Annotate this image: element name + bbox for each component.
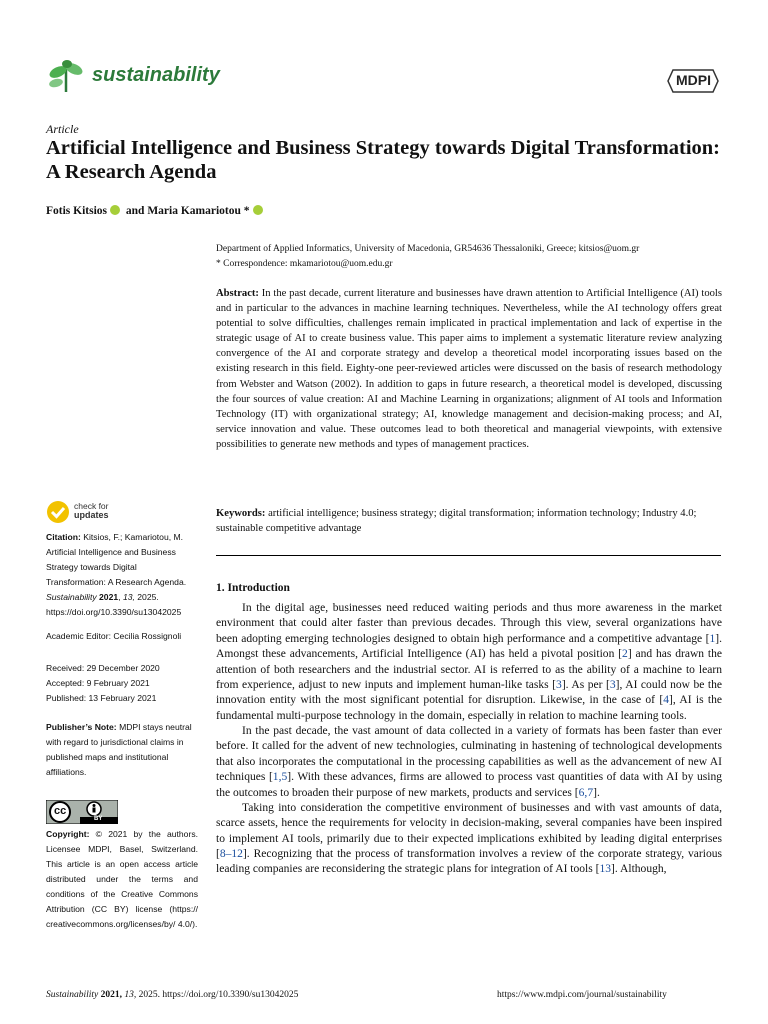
dates-block xyxy=(46,661,198,706)
abstract-text: In the past decade, current literature and businesses have drawn attention to Artificial Intelligence (AI) tools and in particular to the advances in machine learning techniques. Nevertheless, while the AI technology offers great potential to solve difficulties, challenges remain implicated in practical implementation and lack of expertise in the strategic usage of AI to create business value. This paper aims to implement a systematic literature review analyzing convergence of the AI and corporate strategy and develop a theoretical model incorporating issues based on the existing research in this field. Eighty-one peer-reviewed articles were discussed on the basis of research methodology from Webster and Watson (2002). In addition to gaps in future research, a theoretical model is developed, discussing the four sources of value creation: AI and Machine Learning in organizations; alignment of AI tools and Information Technology (IT) with organizational strategy; AI, knowledge management and decision-making process; and AI, service innovation and value. These outcomes lead to both theoretical and managerial viewpoints, with extensive possibilities to generate new methods and types of management practices. xyxy=(216,288,722,450)
affiliation: Department of Applied Informatics, University of Macedonia, GR54636 Thessaloniki, Greece; kitsios@uom.gr xyxy=(216,244,640,254)
keywords-text: artificial intelligence; business strategy; digital transformation; information technology; Industry 4.0; sustainable competitive advantage xyxy=(216,508,697,535)
citation-link[interactable]: 2 xyxy=(622,648,628,661)
leaf-icon xyxy=(46,58,86,94)
mdpi-text: MDPI xyxy=(676,72,711,88)
author-name[interactable]: Fotis Kitsios xyxy=(46,205,108,217)
citation-link[interactable]: 8–12 xyxy=(219,848,243,860)
citation-link[interactable]: 3 xyxy=(609,678,616,691)
updates-label: updates xyxy=(74,510,109,520)
citation-link[interactable]: 1,5 xyxy=(272,771,288,784)
footer-doi[interactable]: 2025. https://doi.org/10.3390/su13042025 xyxy=(138,990,299,1000)
publisher-note-label: Publisher’s Note: xyxy=(46,722,117,732)
author-connector: and xyxy=(125,205,145,217)
citation-link[interactable]: 3 xyxy=(556,678,562,691)
accepted-date: Accepted: 9 February 2021 xyxy=(46,678,150,688)
orcid-icon[interactable] xyxy=(253,205,263,215)
copyright-text: © 2021 by the authors. Licensee MDPI, Basel, Switzerland. This article is an open access article distributed under the terms and conditions of the Creative Commons Attribution (CC BY) license (https:// creativecommons.org/licenses/by/ 4.0/). xyxy=(46,829,199,929)
citation-text: Kitsios, F.; Kamariotou, M. Artificial Intelligence and Business Strategy towards Digital Transformation: A Research Agenda. xyxy=(46,532,187,587)
citation-link[interactable]: 4 xyxy=(663,694,669,707)
published-date: Published: 13 February 2021 xyxy=(46,693,157,703)
citation-year: 2021 xyxy=(99,592,119,602)
citation-link[interactable]: 6,7 xyxy=(578,786,594,799)
divider xyxy=(216,555,721,556)
author-list xyxy=(46,205,266,217)
affiliation-block xyxy=(216,242,639,272)
citation-journal: Sustainability xyxy=(46,592,97,602)
publisher-note-text: MDPI stays neutral with regard to jurisdictional claims in published maps and institutional affiliations. xyxy=(46,722,192,777)
footer-journal: Sustainability xyxy=(46,990,99,1000)
received-date: Received: 29 December 2020 xyxy=(46,663,160,673)
citation-link[interactable]: 13 xyxy=(599,863,612,876)
keywords-label: Keywords: xyxy=(216,508,266,519)
citation-block: Citation: Kitsios, F.; Kamariotou, M. Artificial Intelligence and Business Strategy towards Digital Transformation: A Research Agenda. Sustainability 2021, 13, 2025. https://doi.org/10.3390/su13042025 xyxy=(46,532,187,617)
footer-volume: 13, xyxy=(124,990,137,1000)
academic-editor: Academic Editor: Cecilia Rossignoli xyxy=(46,631,182,641)
citation-link[interactable]: 1 xyxy=(709,632,716,645)
mdpi-logo[interactable] xyxy=(667,68,719,94)
journal-name[interactable]: sustainability xyxy=(92,64,220,86)
publisher-note xyxy=(46,720,198,780)
copyright-block xyxy=(46,827,198,932)
paragraph: In the digital age, businesses need reduced waiting periods and thus more awareness in the market environment that could alter faster than previous decades. Through this view, several organizations have been adopting emerging technologies designed to obtain high performance and a competitive advantage [1]. Amongst these advancements, Artificial Intelligence (AI) has held a pivotal position [2] and has drawn the attention of both researchers and the industrial sector. AI is referred to as the ability of a machine to learn from experience, adjust to new inputs and implement human-like tasks [3]. As per [3], AI could now be the innovation entity with the most significant potential for disruption. Likewise, in the case of [4], AI is the fundamental multi-purpose technology in the domain, especially in relation to machine learning tools. xyxy=(216,602,723,722)
author-name[interactable]: Maria Kamariotou * xyxy=(147,205,250,217)
footer-journal-url[interactable]: https://www.mdpi.com/journal/sustainability xyxy=(497,990,667,1000)
cc-by-label: BY xyxy=(94,815,103,822)
citation-page: 2025. xyxy=(137,592,159,602)
correspondence: * Correspondence: mkamariotou@uom.edu.gr xyxy=(216,259,393,269)
check-label: check for xyxy=(74,501,109,511)
article-type: Article xyxy=(46,122,79,136)
paragraph: Taking into consideration the competitive environment of businesses and with vast amounts of data, scarce assets, hence the requirements for velocity in decision-making, several companies have been inspired to implement AI tools, primarily due to their expected implications exhibited by leading digital enterprises [8–12]. Recognizing that the process of transformation involves a review of the corporate strategy, various leading companies are reconsidering the strategic plans for integration of AI tools [13]. Although, xyxy=(216,801,722,876)
citation-volume: 13, xyxy=(122,592,135,602)
footer-year: 2021, xyxy=(100,990,122,1000)
paragraph: In the past decade, the vast amount of data collected in a variety of formats has been faster than ever before. It called for the advent of new technologies, culminating in hastening of technological developments that also incorporates the computational in the processing capabilities as well as the advancement of new AI techniques [1,5]. With these advances, firms are allowed to process vast quantities of data with AI by using the outcomes to broaden their purpose of new markets, products and services [6,7]. xyxy=(216,725,722,799)
check-for-updates-badge[interactable] xyxy=(46,500,126,526)
body-text xyxy=(216,601,722,878)
orcid-icon[interactable] xyxy=(110,205,120,215)
footer-citation xyxy=(46,990,298,1000)
check-icon xyxy=(46,500,70,524)
copyright-label: Copyright: xyxy=(46,829,90,839)
paper-title: Artificial Intelligence and Business Strategy towards Digital Transformation: A Research Agenda xyxy=(46,137,720,183)
section-heading: 1. Introduction xyxy=(216,582,290,594)
cc-by-license-badge[interactable]: cc BY xyxy=(46,800,118,824)
citation-doi[interactable]: https://doi.org/10.3390/su13042025 xyxy=(46,607,182,617)
journal-logo xyxy=(46,58,86,99)
abstract-label: Abstract: xyxy=(216,288,259,299)
citation-label: Citation: xyxy=(46,532,81,542)
keywords xyxy=(216,506,722,536)
abstract xyxy=(216,286,722,452)
